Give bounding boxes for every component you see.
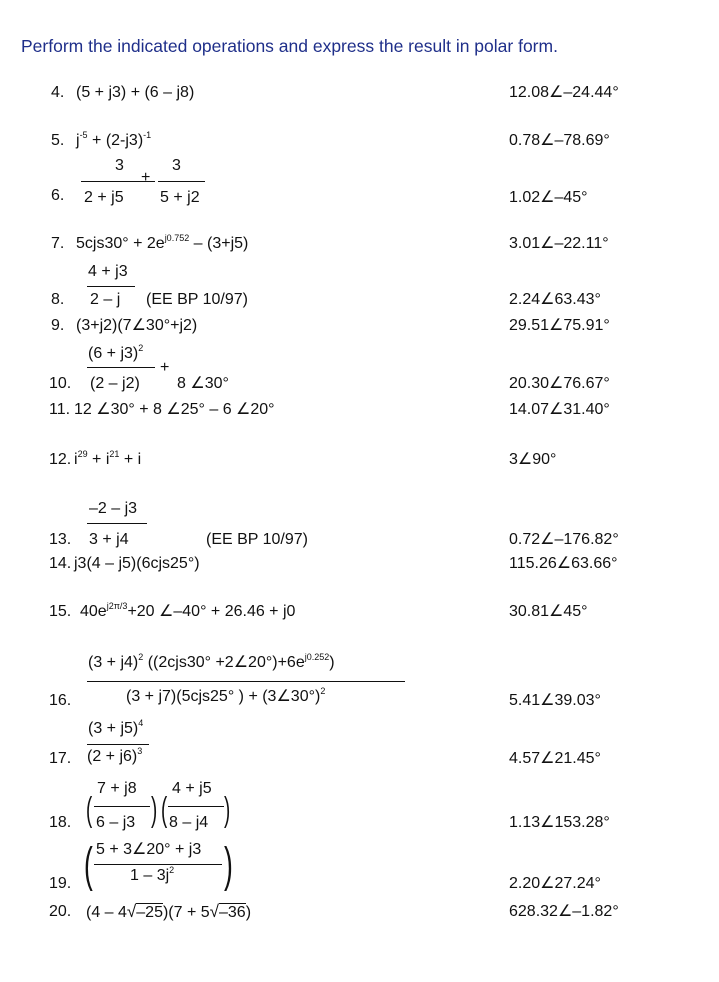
problem-number: 8. [51,291,65,308]
problem-number: 16. [49,692,72,709]
fraction-numerator: $(3 + j5)^4$ [88,718,144,737]
problem-number: 7. [51,235,65,252]
fraction-bar [94,864,222,865]
fraction-denominator: 2 – j [90,291,121,308]
problem-11 [0,401,719,418]
problem-19 [0,839,719,892]
fraction-bar [87,286,135,287]
problem-number: 13. [49,531,72,548]
problem-number: 19. [49,875,72,892]
fraction-denominator: (2 – j2) [90,375,140,392]
answer: 4.57∠21.45° [509,750,601,767]
problem-number: 11. [49,401,71,418]
fraction-numerator: –2 – j3 [89,500,138,517]
answer: 0.78∠–78.69° [509,132,610,149]
fraction-numerator: $(3 + j4)^2$ $((2cjs30^\circ +2\angle 20^\circ)+6e^{j0.252})$ [88,652,335,671]
problem-9 [0,317,719,334]
problem-number: 14. [49,555,72,572]
fraction-numerator: 5 + 3∠20° + j3 [96,841,202,858]
fraction-denominator: $1 - 3j^2$ [130,865,175,884]
fraction-denominator: 3 + j4 [89,531,129,548]
answer: 0.72∠–176.82° [509,531,619,548]
problem-4 [0,84,719,101]
answer: 1.13∠153.28° [509,814,610,831]
problem-number: 20. [49,903,72,920]
fraction-bar [158,181,205,182]
problem-5 [0,130,719,149]
problem-number: 5. [51,132,65,149]
source-note: (EE BP 10/97) [206,531,308,548]
left-paren: ( [84,839,93,892]
problem-12 [0,449,719,468]
problem-number: 17. [49,750,72,767]
problem-expression: (3+j2)(7∠30°+j2) [76,317,198,334]
fraction-numerator: 3 [172,157,181,174]
fraction-bar [87,367,155,368]
fraction-denominator: 2 + j5 [84,189,124,206]
problem-number: 6. [51,187,65,204]
problem-expression: $i^{29} + i^{21} + i$ [74,449,142,468]
fraction-numerator: 3 [115,157,124,174]
fraction-denominator: (3 + j7)(5cjs25° ) + (3∠30°)$^2$ [126,686,326,705]
answer: 29.51∠75.91° [509,317,610,334]
instructions-title: Perform the indicated operations and express the result in polar form. [21,36,558,56]
fraction-denominator: 8 – j4 [169,814,209,831]
problem-6 [0,157,719,206]
problem-8 [0,263,719,308]
fraction-bar [87,523,147,524]
answer: 20.30∠76.67° [509,375,610,392]
right-paren: ) [151,791,158,829]
problem-13 [0,500,719,548]
problem-16 [0,652,719,709]
problem-14 [0,555,719,572]
problem-expression: 12 ∠30° + 8 ∠25° – 6 ∠20° [74,401,275,418]
fraction-denominator: $(2 + j6)^3$ [87,746,143,765]
answer: 30.81∠45° [509,603,588,620]
answer: 3.01∠–22.11° [509,235,609,252]
problem-7 [0,233,719,252]
problem-20 [0,902,719,921]
fraction-bar [87,681,405,682]
problem-10 [0,343,719,392]
problem-expression: $5cjs30^\circ + 2e^{j0.752} - (3+j5)$ [76,233,249,252]
fraction-denominator: 5 + j2 [160,189,200,206]
answer: 12.08∠–24.44° [509,84,619,101]
answer: 115.26∠63.66° [509,555,618,572]
problem-expression: j3(4 – j5)(6cjs25°) [74,555,200,572]
answer: 628.32∠–1.82° [509,903,619,920]
problem-expression: (4 – 4√–25)(7 + 5√–36) [86,902,252,921]
fraction-bar [87,744,149,745]
problem-number: 9. [51,317,65,334]
problem-15 [0,601,719,620]
fraction-numerator: 4 + j3 [88,263,128,280]
fraction-numerator: $(6 + j3)^2$ [88,343,144,362]
problem-17 [0,718,719,767]
fraction-denominator: 6 – j3 [96,814,136,831]
problem-expression: $j^{-5} + (2-j3)^{-1}$ [76,130,152,149]
problem-number: 10. [49,375,72,392]
left-paren: ( [161,791,168,829]
problem-number: 12. [49,451,72,468]
plus-sign: + [141,169,151,186]
source-note: (EE BP 10/97) [146,291,248,308]
problem-expression: $40e^{j2\pi/3}+20$ ∠–40° + 26.46 + j0 [80,601,296,620]
fraction-bar [94,806,150,807]
problem-expression: (5 + j3) + (6 – j8) [76,84,195,101]
problem-number: 15. [49,603,72,620]
answer: 2.20∠27.24° [509,875,601,892]
right-paren: ) [224,839,233,892]
answer: 2.24∠63.43° [509,291,601,308]
fraction-bar [168,806,224,807]
answer: 5.41∠39.03° [509,692,601,709]
answer: 3∠90° [509,451,557,468]
right-paren: ) [224,791,231,829]
answer: 1.02∠–45° [509,189,588,206]
plus-sign: + [160,359,170,376]
left-paren: ( [86,791,93,829]
problem-18 [0,780,719,831]
fraction-numerator: 4 + j5 [172,780,212,797]
answer: 14.07∠31.40° [509,401,610,418]
expression-tail: 8 ∠30° [177,375,229,392]
problem-number: 4. [51,84,65,101]
fraction-numerator: 7 + j8 [97,780,137,797]
problem-number: 18. [49,814,72,831]
